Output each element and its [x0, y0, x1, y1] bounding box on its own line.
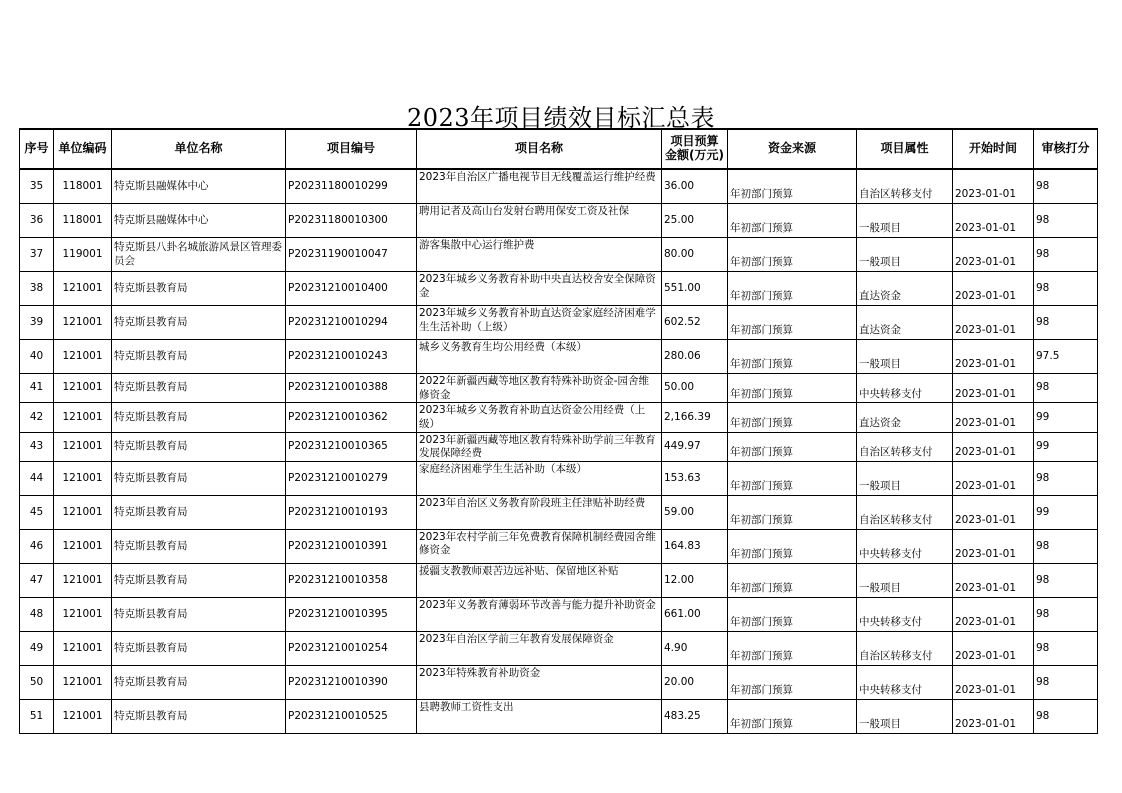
cell-start-date: 2023-01-01	[953, 403, 1034, 432]
cell-unit-name: 特克斯县教育局	[112, 374, 286, 403]
header-fund-source: 资金来源	[728, 129, 857, 169]
cell-project-id: P20231210010243	[286, 340, 417, 374]
cell-start-date: 2023-01-01	[953, 563, 1034, 597]
cell-project-name: 援疆支教教师艰苦边远补贴、保留地区补贴	[417, 563, 662, 597]
table-row	[20, 665, 1098, 699]
header-seq: 序号	[20, 129, 54, 169]
cell-project-attr: 一般项目	[857, 204, 953, 238]
cell-fund-source: 年初部门预算	[728, 631, 857, 665]
page-title: 2023年项目绩效目标汇总表	[406, 104, 716, 132]
cell-unit-name: 特克斯县教育局	[112, 563, 286, 597]
header-budget: 项目预算 金额(万元)	[662, 129, 728, 169]
cell-project-attr: 直达资金	[857, 403, 953, 432]
cell-project-id: P20231210010388	[286, 374, 417, 403]
cell-start-date: 2023-01-01	[953, 631, 1034, 665]
cell-budget: 2,166.39	[662, 403, 728, 432]
cell-unit-name: 特克斯县教育局	[112, 403, 286, 432]
cell-project-id: P20231210010365	[286, 432, 417, 461]
cell-budget: 4.90	[662, 631, 728, 665]
cell-seq: 42	[20, 403, 54, 432]
table-row	[20, 340, 1098, 374]
cell-project-name: 游客集散中心运行维护费	[417, 238, 662, 272]
cell-project-name: 家庭经济困难学生生活补助（本级）	[417, 461, 662, 495]
cell-project-attr: 一般项目	[857, 699, 953, 733]
table-row	[20, 699, 1098, 733]
cell-budget: 661.00	[662, 597, 728, 631]
cell-fund-source: 年初部门预算	[728, 432, 857, 461]
cell-seq: 41	[20, 374, 54, 403]
cell-score: 98	[1034, 563, 1098, 597]
cell-unit-code: 118001	[54, 204, 112, 238]
cell-project-id: P20231210010400	[286, 272, 417, 306]
cell-project-name: 2023年特殊教育补助资金	[417, 665, 662, 699]
cell-project-name: 2023年自治区学前三年教育发展保障资金	[417, 631, 662, 665]
cell-budget: 20.00	[662, 665, 728, 699]
cell-unit-name: 特克斯县教育局	[112, 432, 286, 461]
cell-start-date: 2023-01-01	[953, 374, 1034, 403]
cell-start-date: 2023-01-01	[953, 597, 1034, 631]
cell-budget: 449.97	[662, 432, 728, 461]
cell-score: 98	[1034, 597, 1098, 631]
cell-fund-source: 年初部门预算	[728, 238, 857, 272]
cell-score: 99	[1034, 432, 1098, 461]
cell-project-id: P20231210010193	[286, 495, 417, 529]
cell-score: 99	[1034, 495, 1098, 529]
cell-seq: 39	[20, 306, 54, 340]
cell-start-date: 2023-01-01	[953, 495, 1034, 529]
cell-seq: 44	[20, 461, 54, 495]
cell-seq: 45	[20, 495, 54, 529]
cell-fund-source: 年初部门预算	[728, 403, 857, 432]
cell-project-id: P20231210010279	[286, 461, 417, 495]
cell-fund-source: 年初部门预算	[728, 272, 857, 306]
cell-project-attr: 一般项目	[857, 563, 953, 597]
cell-project-id: P20231210010294	[286, 306, 417, 340]
header-score: 审核打分	[1034, 129, 1098, 169]
cell-seq: 36	[20, 204, 54, 238]
cell-start-date: 2023-01-01	[953, 169, 1034, 204]
cell-fund-source: 年初部门预算	[728, 204, 857, 238]
cell-unit-code: 121001	[54, 495, 112, 529]
table-row	[20, 432, 1098, 461]
table-row	[20, 272, 1098, 306]
cell-unit-code: 121001	[54, 563, 112, 597]
cell-fund-source: 年初部门预算	[728, 597, 857, 631]
cell-project-attr: 自治区转移支付	[857, 169, 953, 204]
cell-score: 98	[1034, 169, 1098, 204]
cell-unit-name: 特克斯县教育局	[112, 340, 286, 374]
cell-project-attr: 中央转移支付	[857, 374, 953, 403]
cell-unit-name: 特克斯县教育局	[112, 306, 286, 340]
cell-project-attr: 一般项目	[857, 340, 953, 374]
cell-project-id: P20231210010358	[286, 563, 417, 597]
cell-budget: 36.00	[662, 169, 728, 204]
cell-unit-name: 特克斯县教育局	[112, 272, 286, 306]
cell-score: 97.5	[1034, 340, 1098, 374]
cell-project-id: P20231180010299	[286, 169, 417, 204]
cell-budget: 59.00	[662, 495, 728, 529]
cell-project-name: 2023年自治区广播电视节目无线覆盖运行维护经费	[417, 169, 662, 204]
header-unit-name: 单位名称	[112, 129, 286, 169]
cell-project-name: 2022年新疆西藏等地区教育特殊补助资金-园舍维修资金	[417, 374, 662, 403]
cell-score: 98	[1034, 272, 1098, 306]
cell-score: 98	[1034, 461, 1098, 495]
cell-unit-code: 121001	[54, 461, 112, 495]
cell-unit-name: 特克斯县教育局	[112, 699, 286, 733]
table-row	[20, 495, 1098, 529]
cell-budget: 280.06	[662, 340, 728, 374]
cell-project-name: 县聘教师工资性支出	[417, 699, 662, 733]
cell-unit-code: 118001	[54, 169, 112, 204]
table-row	[20, 238, 1098, 272]
cell-project-attr: 一般项目	[857, 461, 953, 495]
cell-seq: 43	[20, 432, 54, 461]
cell-score: 98	[1034, 665, 1098, 699]
cell-start-date: 2023-01-01	[953, 238, 1034, 272]
cell-unit-name: 特克斯县教育局	[112, 665, 286, 699]
cell-start-date: 2023-01-01	[953, 204, 1034, 238]
table-row	[20, 169, 1098, 204]
cell-seq: 40	[20, 340, 54, 374]
cell-project-id: P20231210010525	[286, 699, 417, 733]
cell-unit-name: 特克斯县教育局	[112, 461, 286, 495]
cell-unit-code: 119001	[54, 238, 112, 272]
table-row	[20, 631, 1098, 665]
cell-fund-source: 年初部门预算	[728, 665, 857, 699]
cell-project-id: P20231210010254	[286, 631, 417, 665]
cell-project-attr: 中央转移支付	[857, 665, 953, 699]
cell-seq: 38	[20, 272, 54, 306]
cell-unit-code: 121001	[54, 597, 112, 631]
cell-project-name: 2023年新疆西藏等地区教育特殊补助学前三年教育发展保障经费	[417, 432, 662, 461]
cell-seq: 35	[20, 169, 54, 204]
cell-project-attr: 直达资金	[857, 272, 953, 306]
cell-unit-name: 特克斯县教育局	[112, 495, 286, 529]
cell-project-id: P20231210010391	[286, 529, 417, 563]
cell-score: 98	[1034, 374, 1098, 403]
cell-start-date: 2023-01-01	[953, 340, 1034, 374]
cell-score: 98	[1034, 699, 1098, 733]
cell-project-id: P20231210010362	[286, 403, 417, 432]
cell-project-name: 2023年自治区义务教育阶段班主任津贴补助经费	[417, 495, 662, 529]
cell-unit-code: 121001	[54, 374, 112, 403]
cell-score: 98	[1034, 631, 1098, 665]
cell-unit-code: 121001	[54, 529, 112, 563]
cell-unit-name: 特克斯县教育局	[112, 597, 286, 631]
cell-start-date: 2023-01-01	[953, 699, 1034, 733]
table-row	[20, 461, 1098, 495]
cell-seq: 46	[20, 529, 54, 563]
table-row	[20, 597, 1098, 631]
table-row	[20, 563, 1098, 597]
header-project-id: 项目编号	[286, 129, 417, 169]
cell-project-id: P20231180010300	[286, 204, 417, 238]
table-row	[20, 529, 1098, 563]
cell-project-id: P20231210010390	[286, 665, 417, 699]
cell-unit-code: 121001	[54, 272, 112, 306]
table-row	[20, 204, 1098, 238]
cell-unit-name: 特克斯县八卦名城旅游风景区管理委员会	[112, 238, 286, 272]
cell-start-date: 2023-01-01	[953, 432, 1034, 461]
cell-seq: 48	[20, 597, 54, 631]
cell-start-date: 2023-01-01	[953, 529, 1034, 563]
cell-project-attr: 一般项目	[857, 238, 953, 272]
cell-unit-code: 121001	[54, 699, 112, 733]
cell-budget: 80.00	[662, 238, 728, 272]
cell-fund-source: 年初部门预算	[728, 699, 857, 733]
cell-seq: 51	[20, 699, 54, 733]
cell-fund-source: 年初部门预算	[728, 529, 857, 563]
cell-unit-code: 121001	[54, 306, 112, 340]
cell-fund-source: 年初部门预算	[728, 169, 857, 204]
cell-unit-name: 特克斯县教育局	[112, 529, 286, 563]
cell-score: 98	[1034, 238, 1098, 272]
cell-start-date: 2023-01-01	[953, 461, 1034, 495]
project-table	[19, 128, 1098, 734]
cell-project-attr: 自治区转移支付	[857, 432, 953, 461]
cell-score: 99	[1034, 403, 1098, 432]
cell-unit-code: 121001	[54, 432, 112, 461]
cell-score: 98	[1034, 204, 1098, 238]
header-row	[20, 129, 1098, 169]
header-project-name: 项目名称	[417, 129, 662, 169]
cell-project-name: 2023年城乡义务教育补助直达资金家庭经济困难学生生活补助（上级）	[417, 306, 662, 340]
cell-project-attr: 中央转移支付	[857, 597, 953, 631]
cell-fund-source: 年初部门预算	[728, 461, 857, 495]
cell-project-name: 2023年义务教育薄弱环节改善与能力提升补助资金	[417, 597, 662, 631]
cell-project-name: 2023年农村学前三年免费教育保障机制经费园舍维修资金	[417, 529, 662, 563]
cell-unit-name: 特克斯县融媒体中心	[112, 169, 286, 204]
cell-budget: 25.00	[662, 204, 728, 238]
cell-fund-source: 年初部门预算	[728, 306, 857, 340]
cell-unit-code: 121001	[54, 403, 112, 432]
cell-project-id: P20231210010395	[286, 597, 417, 631]
cell-seq: 37	[20, 238, 54, 272]
cell-unit-name: 特克斯县融媒体中心	[112, 204, 286, 238]
cell-project-name: 城乡义务教育生均公用经费（本级）	[417, 340, 662, 374]
cell-score: 98	[1034, 306, 1098, 340]
cell-project-id: P20231190010047	[286, 238, 417, 272]
cell-unit-code: 121001	[54, 340, 112, 374]
cell-start-date: 2023-01-01	[953, 306, 1034, 340]
header-project-attr: 项目属性	[857, 129, 953, 169]
cell-project-attr: 中央转移支付	[857, 529, 953, 563]
cell-budget: 551.00	[662, 272, 728, 306]
cell-seq: 47	[20, 563, 54, 597]
cell-unit-code: 121001	[54, 631, 112, 665]
table-row	[20, 306, 1098, 340]
cell-project-name: 聘用记者及高山台发射台聘用保安工资及社保	[417, 204, 662, 238]
cell-budget: 12.00	[662, 563, 728, 597]
cell-start-date: 2023-01-01	[953, 272, 1034, 306]
cell-fund-source: 年初部门预算	[728, 563, 857, 597]
cell-fund-source: 年初部门预算	[728, 374, 857, 403]
cell-project-name: 2023年城乡义务教育补助中央直达校舍安全保障资金	[417, 272, 662, 306]
cell-project-attr: 自治区转移支付	[857, 631, 953, 665]
cell-seq: 49	[20, 631, 54, 665]
cell-project-name: 2023年城乡义务教育补助直达资金公用经费（上级）	[417, 403, 662, 432]
cell-fund-source: 年初部门预算	[728, 340, 857, 374]
table-row	[20, 374, 1098, 403]
cell-project-attr: 自治区转移支付	[857, 495, 953, 529]
table-row	[20, 403, 1098, 432]
cell-unit-name: 特克斯县教育局	[112, 631, 286, 665]
cell-budget: 602.52	[662, 306, 728, 340]
cell-score: 98	[1034, 529, 1098, 563]
cell-start-date: 2023-01-01	[953, 665, 1034, 699]
header-start-date: 开始时间	[953, 129, 1034, 169]
cell-budget: 483.25	[662, 699, 728, 733]
cell-budget: 50.00	[662, 374, 728, 403]
cell-unit-code: 121001	[54, 665, 112, 699]
cell-project-attr: 直达资金	[857, 306, 953, 340]
cell-seq: 50	[20, 665, 54, 699]
cell-budget: 164.83	[662, 529, 728, 563]
cell-fund-source: 年初部门预算	[728, 495, 857, 529]
header-unit-code: 单位编码	[54, 129, 112, 169]
cell-budget: 153.63	[662, 461, 728, 495]
